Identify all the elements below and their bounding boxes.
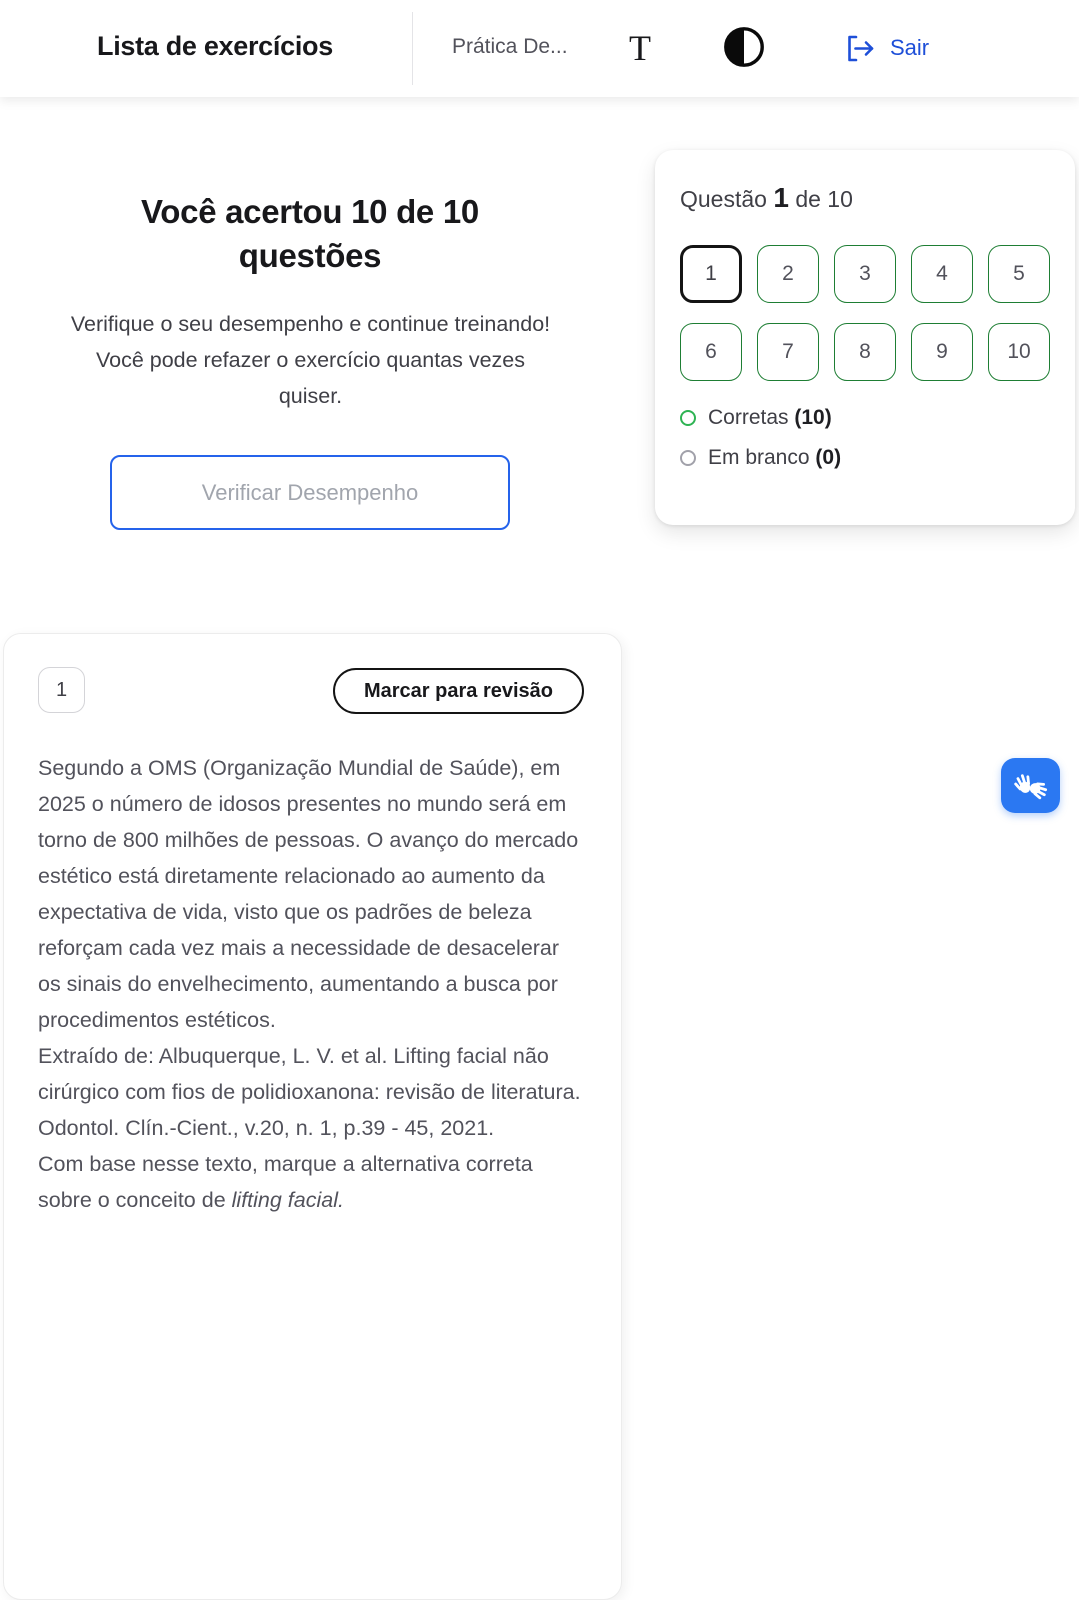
legend [680, 404, 841, 484]
legend-row [680, 404, 841, 432]
exit-label: Sair [890, 35, 930, 60]
logout-icon [845, 34, 876, 63]
sign-language-hands-icon [1001, 767, 1060, 805]
question-number-5[interactable]: 5 [988, 245, 1050, 303]
result-heading: Você acertou 10 de 10 questões [141, 193, 479, 274]
question-citation: Extraído de: Albuquerque, L. V. et al. Lifting facial não cirúrgico com fios de polidioxanona: revisão de literatura. Odontol. Clín.-Cient., v.20, n. 1, p.39 - 45, 2021. [38, 1044, 581, 1140]
question-card [3, 633, 622, 1600]
header [0, 0, 1079, 97]
question-navigator-panel [655, 150, 1075, 525]
legend-dot-icon [680, 410, 696, 426]
legend-dot-icon [680, 450, 696, 466]
legend-row [680, 444, 841, 472]
question-number-10[interactable]: 10 [988, 323, 1050, 381]
contrast-button[interactable] [722, 26, 766, 70]
question-number-7[interactable]: 7 [757, 323, 819, 381]
libras-accessibility-button[interactable] [1001, 758, 1060, 813]
legend-label: Corretas (10) [708, 406, 832, 429]
question-number-2[interactable]: 2 [757, 245, 819, 303]
question-instruction-italic: lifting facial. [231, 1188, 344, 1212]
question-number-3[interactable]: 3 [834, 245, 896, 303]
question-number-badge: 1 [38, 667, 85, 713]
exit-button[interactable] [845, 28, 929, 68]
question-number-4[interactable]: 4 [911, 245, 973, 303]
legend-label: Em branco (0) [708, 446, 842, 469]
font-size-button[interactable] [614, 22, 666, 74]
question-number-6[interactable]: 6 [680, 323, 742, 381]
panel-title-suffix: de 10 [795, 186, 853, 212]
mark-review-button[interactable]: Marcar para revisão [333, 668, 584, 714]
page-title: Lista de exercícios [97, 31, 333, 61]
question-number-8[interactable]: 8 [834, 323, 896, 381]
question-body: Segundo a OMS (Organização Mundial de Saúde), em 2025 o número de idosos presentes no mundo será em torno de 800 milhões de pessoas. O avanço do mercado estético está diretamente relacionado ao aumento da expectativa de vida, visto que os padrões de beleza reforçam cada vez mais a necessidade de desacelerar os sinais do envelhecimento, aumentando a busca por procedimentos estéticos. [38, 756, 579, 1032]
question-instruction: Com base nesse texto, marque a alternativa correta sobre o conceito de lifting facial. [38, 1152, 533, 1212]
verify-performance-button[interactable]: Verificar Desempenho [110, 455, 510, 530]
font-size-icon: T [629, 28, 651, 68]
exercise-name: Prática De... [452, 35, 568, 58]
current-question-number: 1 [773, 182, 789, 213]
contrast-icon [723, 56, 765, 71]
question-number-9[interactable]: 9 [911, 323, 973, 381]
question-number-1[interactable]: 1 [680, 245, 742, 303]
panel-title-prefix: Questão [680, 186, 767, 212]
question-number-grid [680, 245, 1050, 381]
panel-title [680, 182, 853, 214]
result-description: Verifique o seu desempenho e continue treinando! Você pode refazer o exercício quantas vezes quiser. [70, 312, 551, 408]
question-text [38, 750, 586, 1218]
header-divider [412, 12, 413, 85]
